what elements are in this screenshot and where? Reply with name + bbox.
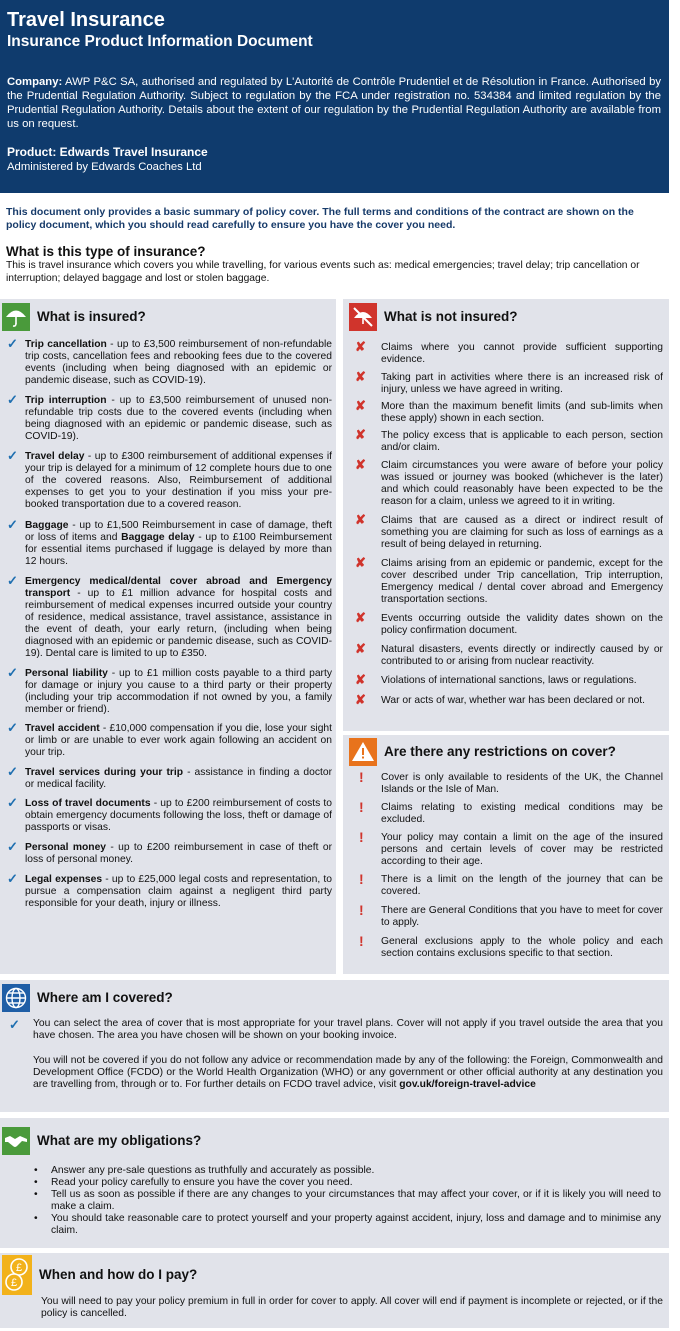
insured-item bbox=[0, 665, 336, 716]
insured-item-text: - up to £25,000 legal costs and representation, to pursue a compensation claim against a negligent third party responsible for your death, injury or illness. bbox=[25, 874, 332, 909]
administered-by: Administered by Edwards Coaches Ltd bbox=[7, 161, 202, 173]
insured-item-name: Baggage bbox=[25, 520, 69, 531]
insured-item-text: - up to £200 reimbursement in case of theft or loss of personal money. bbox=[25, 842, 333, 865]
cross-icon: ✘ bbox=[355, 398, 366, 413]
insured-item-name: Baggage delay bbox=[121, 532, 195, 543]
insured-item-text: - up to £1,500 Reimbursement in case of damage, theft or loss of items and bbox=[25, 520, 332, 543]
checkmark-icon: ✓ bbox=[7, 336, 18, 351]
exclamation-icon: ! bbox=[359, 871, 364, 887]
payment-text: You will need to pay your policy premium in full in order for cover to apply. All cover will end if payment is incomplete or rejected, or if the policy is cancelled. bbox=[41, 1296, 663, 1320]
restriction-item bbox=[343, 871, 669, 898]
payment-panel bbox=[0, 1253, 669, 1328]
fcdo-advice-text: You will not be covered if you do not follow any advice or recommendation made by any of the following: the Foreign, Commonwealth and Development Office (FCDO) or the World Health Organization (WHO) or any government or other official authority at any destination you are travelling from, through or to. For further details on FCDO travel advice, visit bbox=[33, 1054, 663, 1091]
not-insured-item-text: Claims that are caused as a direct or indirect result of something you are claiming for such as loss of earnings as a result of being delayed in returning. bbox=[381, 515, 663, 550]
insured-item-text: - up to £3,500 reimbursement of non-refundable trip costs, cancellation fees and rebooking fees due to the covered events (including when being diagnosed with an epidemic or pandemic disease, such as COVID-19). bbox=[25, 339, 332, 386]
insured-item-text: - assistance in finding a doctor or medical facility. bbox=[25, 767, 332, 790]
svg-text:£: £ bbox=[15, 1262, 23, 1274]
restriction-item-text: General exclusions apply to the whole policy and each section contains exclusions specific to that section. bbox=[381, 936, 663, 959]
pound-coins-icon bbox=[2, 1255, 32, 1295]
cross-icon: ✘ bbox=[355, 555, 366, 570]
umbrella-icon bbox=[2, 303, 30, 331]
insured-item bbox=[0, 839, 336, 866]
insured-item-name: Personal liability bbox=[25, 668, 108, 679]
exclamation-icon: ! bbox=[359, 829, 364, 845]
insured-panel bbox=[0, 299, 336, 974]
obligations-title: What are my obligations? bbox=[37, 1132, 202, 1148]
not-insured-item-text: Claims arising from an epidemic or pandemic, except for the cover described under Trip cancellation, Trip interruption, Emergency medical / dental cover abroad and Emergency transportation sections. bbox=[381, 558, 663, 605]
insured-item-name: Travel services during your trip bbox=[25, 767, 184, 778]
header-banner bbox=[0, 0, 669, 193]
not-insured-item bbox=[343, 512, 669, 551]
obligation-item: • Answer any pre-sale questions as truthfully and accurately as possible. bbox=[34, 1165, 661, 1177]
insured-item-text: - up to £100 Reimbursement for essential items purchased if luggage is delayed by more than 12 hours. bbox=[25, 532, 333, 567]
not-insured-item bbox=[343, 457, 669, 508]
insurance-type-heading: What is this type of insurance? bbox=[6, 244, 206, 259]
restriction-item bbox=[343, 933, 669, 960]
insured-item-text: - up to £3,500 reimbursement of unused non-refundable trip costs due to the covered events (including when being diagnosed with an epidemic or pandemic disease, such as COVID-19). bbox=[25, 395, 332, 442]
not-insured-item bbox=[343, 555, 669, 606]
not-insured-item-text: War or acts of war, whether war has been declared or not. bbox=[381, 695, 646, 706]
checkmark-icon: ✓ bbox=[9, 1017, 20, 1032]
not-insured-panel bbox=[343, 299, 669, 731]
insured-item-name: Trip interruption bbox=[25, 395, 107, 406]
checkmark-icon: ✓ bbox=[7, 720, 18, 735]
not-insured-item-text: The policy excess that is applicable to each person, section and/or claim. bbox=[381, 430, 663, 453]
not-insured-item-text: Events occurring outside the validity dates shown on the policy confirmation document. bbox=[381, 613, 663, 636]
restriction-item-text: There is a limit on the length of the journey that can be covered. bbox=[381, 874, 663, 897]
insured-item-name: Personal money bbox=[25, 842, 107, 853]
not-insured-list bbox=[343, 339, 669, 707]
not-insured-item bbox=[343, 398, 669, 425]
cross-icon: ✘ bbox=[355, 457, 366, 472]
insured-item bbox=[0, 392, 336, 443]
restriction-item bbox=[343, 902, 669, 929]
exclamation-icon: ! bbox=[359, 769, 364, 785]
insured-item bbox=[0, 336, 336, 387]
not-insured-item bbox=[343, 427, 669, 454]
exclamation-icon: ! bbox=[359, 933, 364, 949]
insured-item-name: Trip cancellation bbox=[25, 339, 107, 350]
insured-item-name: Travel delay bbox=[25, 451, 85, 462]
handshake-icon bbox=[2, 1127, 30, 1155]
where-covered-title: Where am I covered? bbox=[37, 989, 173, 1005]
not-insured-item-text: Violations of international sanctions, laws or regulations. bbox=[381, 675, 637, 686]
svg-text:£: £ bbox=[10, 1277, 18, 1289]
obligation-item: • You should take reasonable care to protect yourself and your property against accident, injury, loss and damage and to minimise any claim. bbox=[34, 1213, 661, 1237]
checkmark-icon: ✓ bbox=[7, 795, 18, 810]
summary-notice: This document only provides a basic summary of policy cover. The full terms and conditions of the contract are shown on the policy document, which you should read carefully to ensure you have the cover you need. bbox=[6, 206, 634, 231]
exclamation-icon: ! bbox=[359, 902, 364, 918]
cross-icon: ✘ bbox=[355, 512, 366, 527]
insured-item bbox=[0, 764, 336, 791]
insured-item-text: - £10,000 compensation if you die, lose your sight or limb or are unable to ever work again following an accident on your trip. bbox=[25, 723, 333, 758]
checkmark-icon: ✓ bbox=[7, 871, 18, 886]
insured-item-name: Emergency medical/dental cover abroad and Emergency transport bbox=[25, 576, 332, 599]
checkmark-icon: ✓ bbox=[7, 764, 18, 779]
obligation-item: • Read your policy carefully to ensure you have the cover you need. bbox=[34, 1177, 661, 1189]
checkmark-icon: ✓ bbox=[7, 665, 18, 680]
not-insured-item-text: Natural disasters, events directly or indirectly caused by or contributed to or arising from nuclear reactivity. bbox=[381, 644, 663, 667]
not-insured-item-text: Taking part in activities where there is an increased risk of injury, unless we have agreed in writing. bbox=[381, 372, 663, 395]
restrictions-title: Are there any restrictions on cover? bbox=[384, 743, 616, 759]
insured-item-name: Loss of travel documents bbox=[25, 798, 151, 809]
not-insured-item-text: Claims where you cannot provide sufficient supporting evidence. bbox=[381, 342, 663, 365]
checkmark-icon: ✓ bbox=[7, 392, 18, 407]
insured-title: What is insured? bbox=[37, 308, 146, 324]
company-label: Company: bbox=[7, 76, 63, 88]
insurance-type-section bbox=[6, 243, 668, 285]
no-umbrella-icon bbox=[349, 303, 377, 331]
insured-item bbox=[0, 720, 336, 759]
obligations-panel bbox=[0, 1118, 669, 1248]
insured-list bbox=[0, 336, 336, 910]
restriction-item bbox=[343, 829, 669, 868]
where-covered-text-2 bbox=[33, 1055, 663, 1092]
insured-item bbox=[0, 795, 336, 834]
insured-item-text: - up to £300 reimbursement of additional expenses if your trip is delayed for a minimum of 12 complete hours due to one of the covered reasons. Also, Reimbursement of additional expenses to get you to your destination if you miss your pre-booked transportation due to a covered reason. bbox=[25, 451, 332, 510]
checkmark-icon: ✓ bbox=[7, 839, 18, 854]
insured-item bbox=[0, 871, 336, 910]
cross-icon: ✘ bbox=[355, 641, 366, 656]
insured-item-name: Legal expenses bbox=[25, 874, 103, 885]
not-insured-item bbox=[343, 610, 669, 637]
cross-icon: ✘ bbox=[355, 672, 366, 687]
not-insured-item bbox=[343, 339, 669, 366]
restriction-item-text: Cover is only available to residents of the UK, the Channel Islands or the Isle of Man. bbox=[381, 772, 663, 795]
obligation-item: • Tell us as soon as possible if there are any changes to your circumstances that may affect your cover, or if it is likely you will need to make a claim. bbox=[34, 1189, 661, 1213]
insured-item-text: - up to £200 reimbursement of costs to obtain emergency documents following the loss, theft or damage of passports or visas. bbox=[25, 798, 333, 833]
checkmark-icon: ✓ bbox=[7, 573, 18, 588]
where-covered-panel bbox=[0, 980, 669, 1112]
fcdo-advice-link[interactable]: gov.uk/foreign-travel-advice bbox=[399, 1079, 536, 1091]
not-insured-item bbox=[343, 692, 669, 707]
not-insured-title: What is not insured? bbox=[384, 308, 518, 324]
globe-icon bbox=[2, 984, 30, 1012]
product-name: Product: Edwards Travel Insurance bbox=[7, 145, 208, 159]
exclamation-icon: ! bbox=[359, 799, 364, 815]
not-insured-item-text: More than the maximum benefit limits (and sub-limits when these apply) shown in each section. bbox=[381, 401, 663, 424]
restriction-item bbox=[343, 769, 669, 796]
checkmark-icon: ✓ bbox=[7, 517, 18, 532]
cross-icon: ✘ bbox=[355, 339, 366, 354]
insured-item bbox=[0, 517, 336, 568]
not-insured-item bbox=[343, 641, 669, 668]
where-covered-text-1: You can select the area of cover that is most appropriate for your travel plans. Cover will not apply if you travel outside the area that you have chosen. The area you have chosen will be shown on your booking invoice. bbox=[33, 1018, 663, 1042]
restriction-item-text: There are General Conditions that you have to meet for cover to apply. bbox=[381, 905, 663, 928]
company-text: AWP P&C SA, authorised and regulated by L'Autorité de Contrôle Prudentiel et de Résolution in France. Authorised by the Prudential Regulation Authority. Subject to regulation by the FCA under registration no. 534384 and limited regulation by the Prudential Regulation Authority. Details about the extent of our regulation by the Prudential Regulation Authority are available from us on request. bbox=[7, 76, 661, 130]
not-insured-item bbox=[343, 672, 669, 687]
not-insured-item bbox=[343, 369, 669, 396]
payment-title: When and how do I pay? bbox=[39, 1266, 198, 1282]
restriction-item-text: Claims relating to existing medical conditions may be excluded. bbox=[381, 802, 663, 825]
cross-icon: ✘ bbox=[355, 610, 366, 625]
document-subtitle: Insurance Product Information Document bbox=[7, 33, 313, 50]
cross-icon: ✘ bbox=[355, 692, 366, 707]
not-insured-item-text: Claim circumstances you were aware of before your policy was issued or journey was booked (whichever is the later) and which could reasonably have been expected to be the reason for a claim, unless we agreed to it in writing. bbox=[381, 460, 663, 507]
restrictions-panel bbox=[343, 735, 669, 974]
restriction-item-text: Your policy may contain a limit on the age of the insured persons and certain levels of cover may be restricted according to their age. bbox=[381, 832, 663, 867]
warning-icon bbox=[349, 738, 377, 766]
insurance-type-text: This is travel insurance which covers you while travelling, for various events such as: medical emergencies; travel delay; trip cancellation or interruption; delayed baggage and lost or stolen baggage. bbox=[6, 260, 640, 284]
company-info bbox=[7, 75, 661, 131]
insured-item-text: - up to £1 million advance for hospital costs and reimbursement of medical expenses incurred outside your country of residence, medical assistance, travel assistance, assistance in the event of death, your early return, (including when being diagnosed with an epidemic or pandemic disease, such as COVID-19). Dental care is limited to up to £350. bbox=[25, 588, 332, 659]
cross-icon: ✘ bbox=[355, 427, 366, 442]
restriction-item bbox=[343, 799, 669, 826]
cross-icon: ✘ bbox=[355, 369, 366, 384]
insured-item-text: - up to £1 million costs payable to a third party for damage or injury you cause to a third party or their property (including your trip accommodation if not owned by you, a family member or friend). bbox=[25, 668, 332, 715]
insured-item bbox=[0, 448, 336, 511]
document-title: Travel Insurance bbox=[7, 9, 165, 31]
insured-item-name: Travel accident bbox=[25, 723, 100, 734]
obligations-list bbox=[0, 1165, 669, 1237]
restrictions-list bbox=[343, 769, 669, 960]
insured-item bbox=[0, 573, 336, 660]
checkmark-icon: ✓ bbox=[7, 448, 18, 463]
